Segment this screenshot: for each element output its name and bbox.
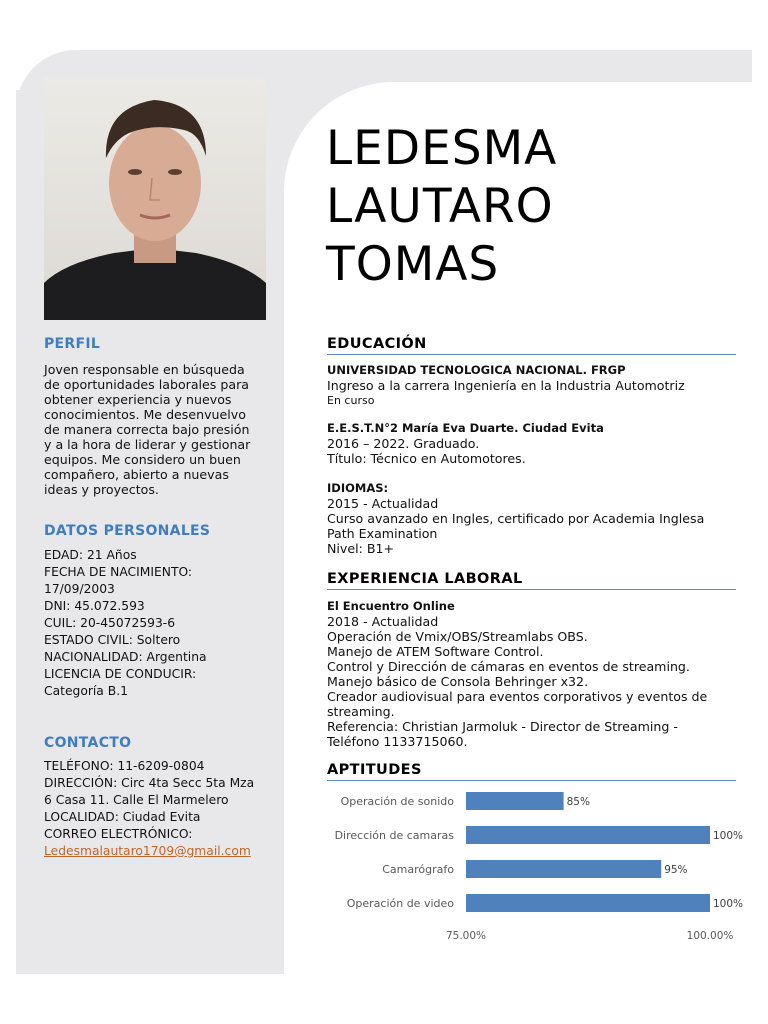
idiomas-line: 2015 - Actualidad: [327, 496, 439, 511]
profile-photo: [44, 78, 266, 320]
contacto-list: [44, 758, 272, 860]
job-line: Manejo básico de Consola Behringer x32.: [327, 674, 589, 689]
job-line: streaming.: [327, 704, 395, 719]
datos-heading: DATOS PERSONALES: [44, 523, 211, 539]
educacion-university: [327, 363, 739, 408]
perfil-line: ideas y proyectos.: [44, 482, 159, 497]
name-line: LAUTARO: [326, 179, 554, 234]
datos-line: LICENCIA DE CONDUCIR:: [44, 667, 197, 681]
idiomas-line: Nivel: B1+: [327, 541, 395, 556]
university-status: En curso: [327, 394, 375, 407]
job-line: Operación de Vmix/OBS/Streamlabs OBS.: [327, 629, 588, 644]
datos-line: Categoría B.1: [44, 684, 128, 698]
job-line: 2018 - Actualidad: [327, 614, 439, 629]
perfil-line: y a la hora de liderar y gestionar: [44, 437, 251, 452]
name-line: LEDESMA: [326, 121, 558, 176]
aptitudes-chart: [290, 785, 750, 945]
category-label: Camarógrafo: [382, 863, 454, 876]
job-line: Manejo de ATEM Software Control.: [327, 644, 544, 659]
experiencia-job: [327, 599, 739, 749]
datos-line: EDAD: 21 Años: [44, 548, 137, 562]
perfil-line: de oportunidades laborales para: [44, 377, 249, 392]
job-title: El Encuentro Online: [327, 599, 455, 613]
category-label: Dirección de camaras: [334, 829, 454, 842]
chart-bar: [466, 792, 564, 810]
idiomas-line: Curso avanzado en Ingles, certificado por Academia Inglesa: [327, 511, 705, 526]
category-label: Operación de sonido: [340, 795, 454, 808]
full-name: [326, 120, 557, 294]
idiomas-title: IDIOMAS:: [327, 481, 389, 495]
contacto-locality: LOCALIDAD: Ciudad Evita: [44, 810, 201, 824]
aptitudes-bar-chart: [290, 785, 750, 945]
educacion-school: [327, 421, 739, 466]
experiencia-heading: EXPERIENCIA LABORAL: [327, 571, 736, 590]
job-line: Creador audiovisual para eventos corporativos y eventos de: [327, 689, 708, 704]
perfil-line: Joven responsable en búsqueda: [44, 362, 245, 377]
job-line: Control y Dirección de cámaras en eventos de streaming.: [327, 659, 690, 674]
chart-bar: [466, 860, 661, 878]
datos-section: [44, 523, 272, 700]
contacto-address: 6 Casa 11. Calle El Marmelero: [44, 793, 229, 807]
perfil-line: equipos. Me considero un buen: [44, 452, 241, 467]
chart-bar: [466, 894, 710, 912]
datos-line: CUIL: 20-45072593-6: [44, 616, 176, 630]
university-career: Ingreso a la carrera Ingeniería en la Industria Automotriz: [327, 378, 685, 393]
email-link[interactable]: Ledesmalautaro1709@gmail.com: [44, 844, 251, 858]
perfil-heading: PERFIL: [44, 336, 101, 352]
x-tick-label: 75.00%: [445, 930, 487, 942]
job-line: Referencia: Christian Jarmoluk - Director de Streaming -: [327, 719, 678, 734]
educacion-idiomas: [327, 481, 739, 556]
perfil-line: de manera correcta bajo presión: [44, 422, 250, 437]
bar-value-label: 95%: [664, 864, 688, 876]
bar-value-label: 85%: [566, 796, 590, 808]
person-portrait-icon: [44, 78, 266, 320]
datos-line: 17/09/2003: [44, 582, 115, 596]
chart-bar: [466, 826, 710, 844]
school-degree: Título: Técnico en Automotores.: [327, 451, 526, 466]
datos-line: ESTADO CIVIL: Soltero: [44, 633, 181, 647]
idiomas-line: Path Examination: [327, 526, 438, 541]
aptitudes-heading: APTITUDES: [327, 762, 736, 781]
contacto-heading: CONTACTO: [44, 735, 132, 751]
category-label: Operación de video: [346, 897, 454, 910]
perfil-section: [44, 336, 272, 497]
perfil-line: obtener experiencia y nuevos: [44, 392, 232, 407]
school-years: 2016 – 2022. Graduado.: [327, 436, 480, 451]
bar-value-label: 100%: [713, 898, 744, 910]
x-tick-label: 100.00%: [686, 930, 734, 942]
datos-line: DNI: 45.072.593: [44, 599, 145, 613]
job-line: Teléfono 1133715060.: [327, 734, 468, 749]
perfil-text: [44, 362, 272, 497]
contacto-section: [44, 735, 272, 860]
university-title: UNIVERSIDAD TECNOLOGICA NACIONAL. FRGP: [327, 363, 626, 377]
perfil-line: compañero, abierto a nuevas: [44, 467, 229, 482]
datos-line: NACIONALIDAD: Argentina: [44, 650, 207, 664]
contacto-email-label: CORREO ELECTRÓNICO:: [44, 827, 193, 841]
datos-line: FECHA DE NACIMIENTO:: [44, 565, 193, 579]
contacto-phone: TELÉFONO: 11-6209-0804: [44, 759, 205, 773]
educacion-heading: EDUCACIÓN: [327, 336, 736, 355]
bar-value-label: 100%: [713, 830, 744, 842]
school-title: E.E.S.T.N°2 María Eva Duarte. Ciudad Evita: [327, 421, 604, 435]
contacto-address: DIRECCIÓN: Circ 4ta Secc 5ta Mza: [44, 776, 255, 790]
perfil-line: conocimientos. Me desenvuelvo: [44, 407, 246, 422]
datos-list: [44, 547, 272, 700]
name-line: TOMAS: [326, 237, 500, 292]
